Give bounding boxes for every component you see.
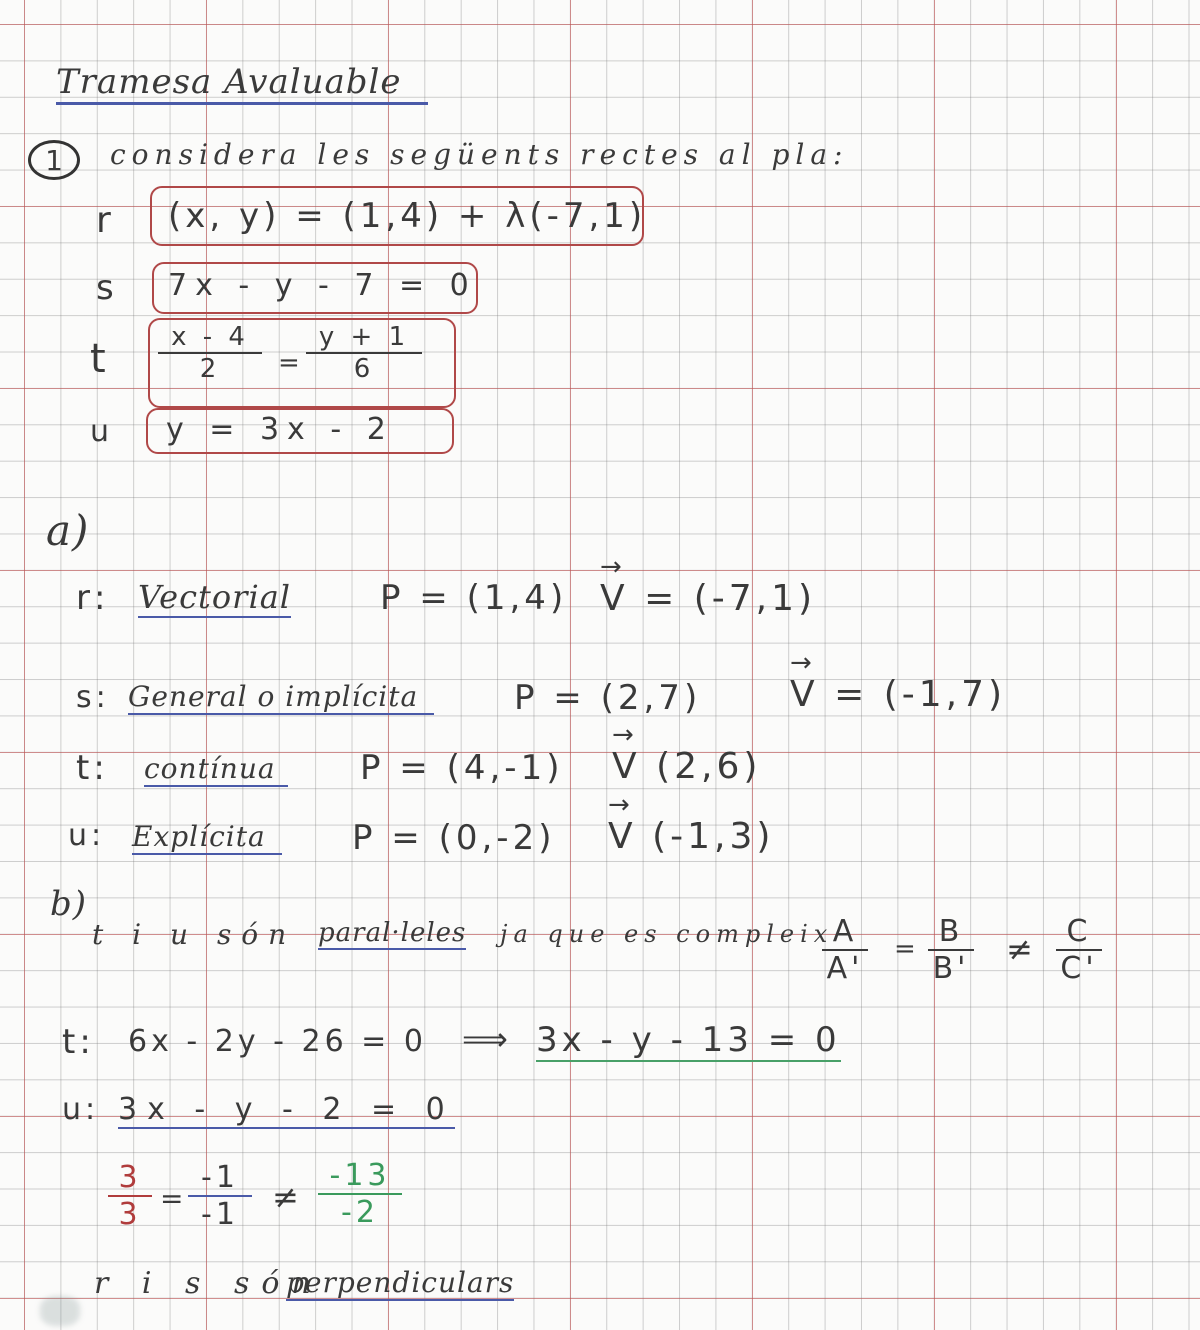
row-r-kind: Vectorial <box>138 578 291 616</box>
ratio-equals: = <box>894 934 920 964</box>
ratio-a-fraction: A A' <box>822 914 868 986</box>
exercise-prompt: considera les següents rectes al pla: <box>110 138 849 171</box>
row-r-vector: → V = (-7,1) <box>600 578 816 619</box>
line-u-name: u <box>90 414 114 449</box>
part-b-statement-key: paral·leles <box>318 918 467 948</box>
line-t-name: t <box>90 336 110 382</box>
ratio-b-fraction: B B' <box>928 914 974 986</box>
vector-arrow-icon: → V <box>612 746 641 787</box>
row-u-vector: → V (-1,3) <box>608 816 774 857</box>
row-t-kind: contínua <box>144 752 288 787</box>
u-line-prefix: u: <box>62 1092 100 1127</box>
part-b-label: b) <box>50 884 88 924</box>
conclusion-key: perpendiculars <box>286 1266 515 1299</box>
t-line-prefix: t: <box>62 1022 95 1062</box>
row-t-name: t: <box>76 748 105 788</box>
row-r-name: r: <box>76 578 106 618</box>
eraser-smudge <box>40 1296 80 1326</box>
row-t-vector: → V (2,6) <box>612 746 761 787</box>
exercise-number-badge: 1 <box>28 140 80 180</box>
t-line-arrow: ⟹ <box>462 1020 512 1058</box>
part-a-label: a) <box>46 506 90 555</box>
page-title: Tramesa Avaluable <box>56 62 428 105</box>
row-t-point: P = (4,-1) <box>360 748 564 788</box>
line-u-equation: y = 3x - 2 <box>166 412 394 447</box>
row-s-kind: General o implícita <box>128 680 434 715</box>
line-r-name: r <box>96 200 115 241</box>
conclusion-start: r i s són <box>94 1266 323 1301</box>
line-s-name: s <box>96 268 118 308</box>
part-b-statement-start: t i u són <box>92 918 297 951</box>
row-u-kind: Explícita <box>132 820 282 855</box>
line-t-right-fraction: y + 1 6 <box>306 322 422 384</box>
ratio-c-fraction: C C' <box>1056 914 1102 986</box>
vector-arrow-icon: → V <box>790 674 819 715</box>
line-t-equals: = <box>278 348 304 378</box>
ratio-not-equal: ≠ <box>1006 930 1037 968</box>
row-u-name: u: <box>68 818 102 853</box>
check-fraction-3: -13 -2 <box>318 1158 402 1230</box>
t-line-rhs: 3x - y - 13 = 0 <box>536 1020 841 1060</box>
line-t-left-fraction: x - 4 2 <box>158 322 262 384</box>
row-s-name: s: <box>76 680 106 715</box>
t-line-lhs: 6x - 2y - 26 = 0 <box>128 1024 427 1059</box>
row-u-point: P = (0,-2) <box>352 818 556 858</box>
part-b-statement-end: ja que es compleix <box>500 920 834 948</box>
row-s-vector: → V = (-1,7) <box>790 674 1006 715</box>
u-line-equation: 3x - y - 2 = 0 <box>118 1092 455 1127</box>
line-s-equation: 7x - y - 7 = 0 <box>168 268 477 303</box>
line-r-equation: (x, y) = (1,4) + λ(-7,1) <box>168 196 647 236</box>
row-r-point: P = (1,4) <box>380 578 568 618</box>
check-equals: = <box>160 1182 188 1215</box>
vector-arrow-icon: → V <box>608 816 637 857</box>
check-fraction-1: 3 3 <box>108 1160 152 1232</box>
row-s-point: P = (2,7) <box>514 678 702 718</box>
check-not-equal: ≠ <box>272 1178 303 1216</box>
check-fraction-2: -1 -1 <box>188 1160 252 1232</box>
vector-arrow-icon: → V <box>600 578 629 619</box>
